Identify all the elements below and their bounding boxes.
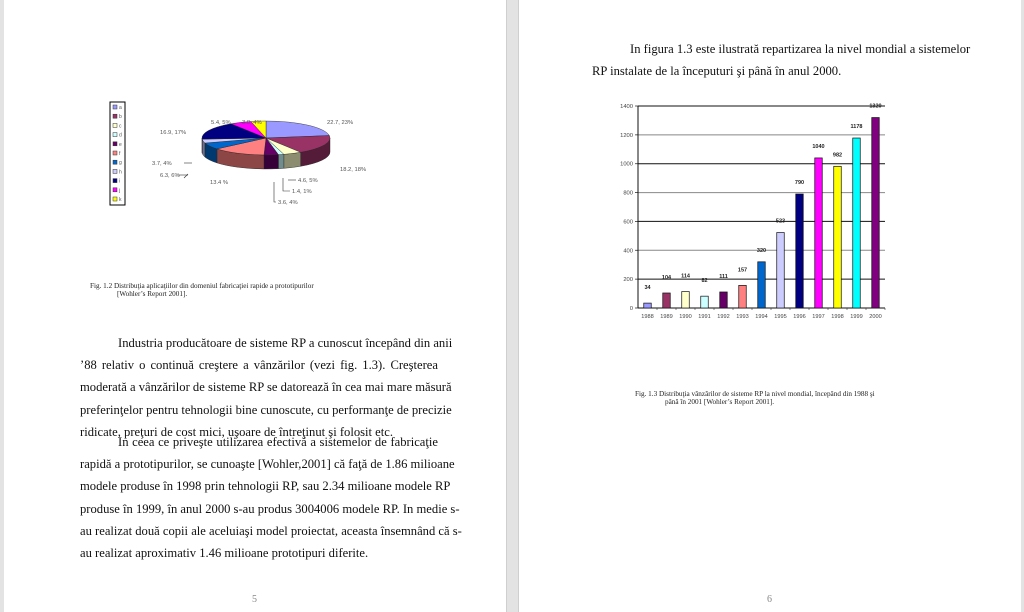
legend-swatch	[113, 133, 117, 137]
legend-swatch	[113, 142, 117, 146]
pie-data-label: 4.6, 5%	[298, 178, 318, 184]
bar-2000	[872, 118, 880, 308]
caption-line: până în 2001 [Wohler’s Report 2001].	[665, 398, 775, 407]
pie-data-label: 16.9, 17%	[160, 130, 187, 136]
bar-value-label: 790	[794, 180, 805, 187]
legend-label: j	[119, 187, 121, 194]
legend-label: a	[119, 105, 122, 111]
bar-1991	[701, 296, 709, 308]
pie-data-label: 13.4 %	[210, 180, 229, 186]
text-line: RP instalate de la începuturi şi până în anul 2000.	[592, 64, 842, 79]
page-number: 6	[767, 594, 772, 605]
legend-label: c	[119, 123, 122, 130]
bar-1994	[758, 262, 766, 308]
y-tick-label: 0	[629, 306, 633, 312]
y-tick-label: 800	[623, 190, 633, 197]
text-line: au realizat două copii ale aceluiaşi model proiectat, aceasta însemnând că s-	[80, 523, 462, 538]
page-6	[518, 0, 1021, 612]
legend-swatch	[113, 123, 117, 127]
legend-label: h	[119, 169, 122, 176]
bar-value-label: 523	[775, 218, 786, 225]
pie-data-label: 1.4, 1%	[292, 189, 312, 195]
x-tick-label: 1989	[660, 314, 673, 320]
bar-value-label: 157	[737, 267, 748, 274]
x-tick-label: 1988	[641, 314, 654, 320]
bar-value-label: 111	[719, 273, 728, 280]
pie-slice-side	[284, 152, 301, 168]
legend-swatch	[113, 197, 117, 201]
y-tick-label: 400	[623, 248, 633, 255]
pie-chart	[100, 96, 430, 216]
bar-1992	[720, 292, 728, 308]
bar-value-label: 982	[832, 152, 843, 159]
legend-label: d	[119, 132, 122, 139]
caption-line: [Wohler’s Report 2001].	[117, 290, 188, 299]
legend-swatch	[113, 114, 117, 118]
x-tick-label: 1997	[812, 314, 825, 320]
legend-swatch	[113, 169, 117, 173]
pie-slice-side	[264, 155, 278, 169]
paragraph-figure-intro	[592, 38, 971, 82]
legend-label: g	[119, 160, 122, 167]
bar-value-label: 82	[701, 278, 708, 285]
pie-data-label: 6.3, 6%	[160, 173, 180, 179]
y-tick-label: 1000	[620, 161, 633, 168]
bars	[641, 104, 885, 320]
text-line: rapidă a prototipurilor, se cunoaşte [Wohler,2001] că faţă de 1.86 milioane	[80, 457, 455, 472]
pie-data-label: 3.6, 4%	[278, 200, 298, 206]
bar-1998	[834, 166, 842, 308]
page-5	[4, 0, 507, 612]
legend-label: k	[119, 197, 122, 203]
bar-1997	[815, 158, 823, 308]
x-tick-label: 1995	[774, 314, 787, 320]
leader-line	[184, 174, 188, 178]
gridlines	[620, 104, 885, 312]
legend-label: b	[119, 114, 122, 121]
caption-line: Fig. 1.2 Distribuţia aplicaţiilor din domeniul fabricaţiei rapide a prototipurilor	[90, 282, 314, 290]
bar-value-label: 1320	[869, 103, 882, 110]
x-tick-label: 1990	[679, 314, 692, 320]
pie-data-label: 3.8, 4%	[242, 120, 262, 126]
y-tick-label: 200	[623, 277, 633, 284]
y-tick-label: 1400	[620, 104, 633, 110]
x-tick-label: 1998	[831, 314, 844, 320]
text-line: In figura 1.3 este ilustrată repartizarea la nivel mondial a sistemelor	[630, 42, 971, 56]
pie-data-label: 18.2, 18%	[340, 167, 367, 173]
pie-legend	[110, 102, 125, 205]
legend-swatch	[113, 179, 117, 183]
x-tick-label: 2000	[869, 314, 882, 320]
text-line: Industria producătoare de sisteme RP a cunoscut începând din anii	[118, 336, 453, 350]
bar-1999	[853, 138, 861, 308]
pie-slice-a	[266, 121, 329, 138]
pie-tops	[202, 121, 330, 155]
pie-data-label: 3.7, 4%	[152, 161, 172, 167]
x-tick-label: 1993	[736, 314, 749, 320]
y-tick-label: 1200	[620, 132, 633, 139]
legend-box	[110, 102, 125, 205]
x-tick-label: 1996	[793, 314, 806, 320]
x-tick-label: 1991	[698, 314, 711, 320]
bar-1988	[644, 303, 652, 308]
bar-value-label: 104	[661, 274, 672, 281]
legend-swatch	[113, 160, 117, 164]
legend-swatch	[113, 105, 117, 109]
text-line: preferinţelor pentru tehnologii bine cunoscute, cu performanţe de precizie	[80, 402, 452, 417]
bar-chart	[601, 96, 891, 326]
figure-1-3-caption	[635, 390, 875, 407]
y-tick-label: 600	[623, 219, 633, 226]
bar-value-label: 34	[644, 285, 651, 292]
text-line: In ceea ce priveşte utilizarea efectivă a sistemelor de fabricaţie	[118, 435, 438, 449]
text-line: ridicate, preţuri de cost mici, uşoare de întreţinut şi folosit etc.	[80, 424, 393, 439]
page-number: 5	[252, 594, 257, 605]
paragraph-rp-usage	[80, 431, 462, 564]
pie-data-label: 5.4, 5%	[211, 120, 231, 126]
bar-value-label: 114	[681, 273, 690, 280]
bar-1989	[663, 293, 671, 308]
caption-line: Fig. 1.3 Distribuţia vânzărilor de sisteme RP la nivel mondial, începând din 1988 şi	[635, 390, 875, 398]
text-line: au realizat aproximativ 1.46 milioane prototipuri diferite.	[80, 546, 369, 561]
text-line: modele produse în 1998 prin tehnologii RP, sau 2.34 milioane modele RP	[80, 479, 451, 494]
leader-line	[274, 182, 276, 202]
figure-1-2-caption	[90, 282, 314, 299]
bar-1990	[682, 292, 690, 308]
text-line: ’88 relativ o continuă creştere a vânzărilor (vezi fig. 1.3). Creşterea	[80, 358, 438, 373]
bar-1995	[777, 233, 785, 308]
text-line: moderată a vânzărilor de sisteme RP se datorează în cea mai mare măsură	[80, 380, 452, 395]
legend-swatch	[113, 188, 117, 192]
x-tick-label: 1999	[850, 314, 863, 320]
bar-1993	[739, 285, 747, 308]
legend-swatch	[113, 151, 117, 155]
x-tick-label: 1992	[717, 314, 730, 320]
paragraph-rp-industry	[80, 332, 453, 443]
legend-label: f	[119, 151, 121, 157]
bar-value-label: 1178	[850, 124, 863, 131]
x-tick-label: 1994	[755, 314, 768, 320]
bar-1996	[796, 194, 804, 308]
legend-label: e	[119, 141, 122, 148]
text-line: produse în 1999, în anul 2000 s-au produs 3004006 modele RP. In medie s-	[80, 501, 460, 516]
pie-data-label: 22.7, 23%	[327, 120, 354, 126]
legend-label: i	[119, 178, 121, 185]
bar-value-label: 320	[756, 247, 767, 254]
bar-value-label: 1040	[812, 143, 825, 150]
pie-slice-side	[278, 154, 283, 168]
